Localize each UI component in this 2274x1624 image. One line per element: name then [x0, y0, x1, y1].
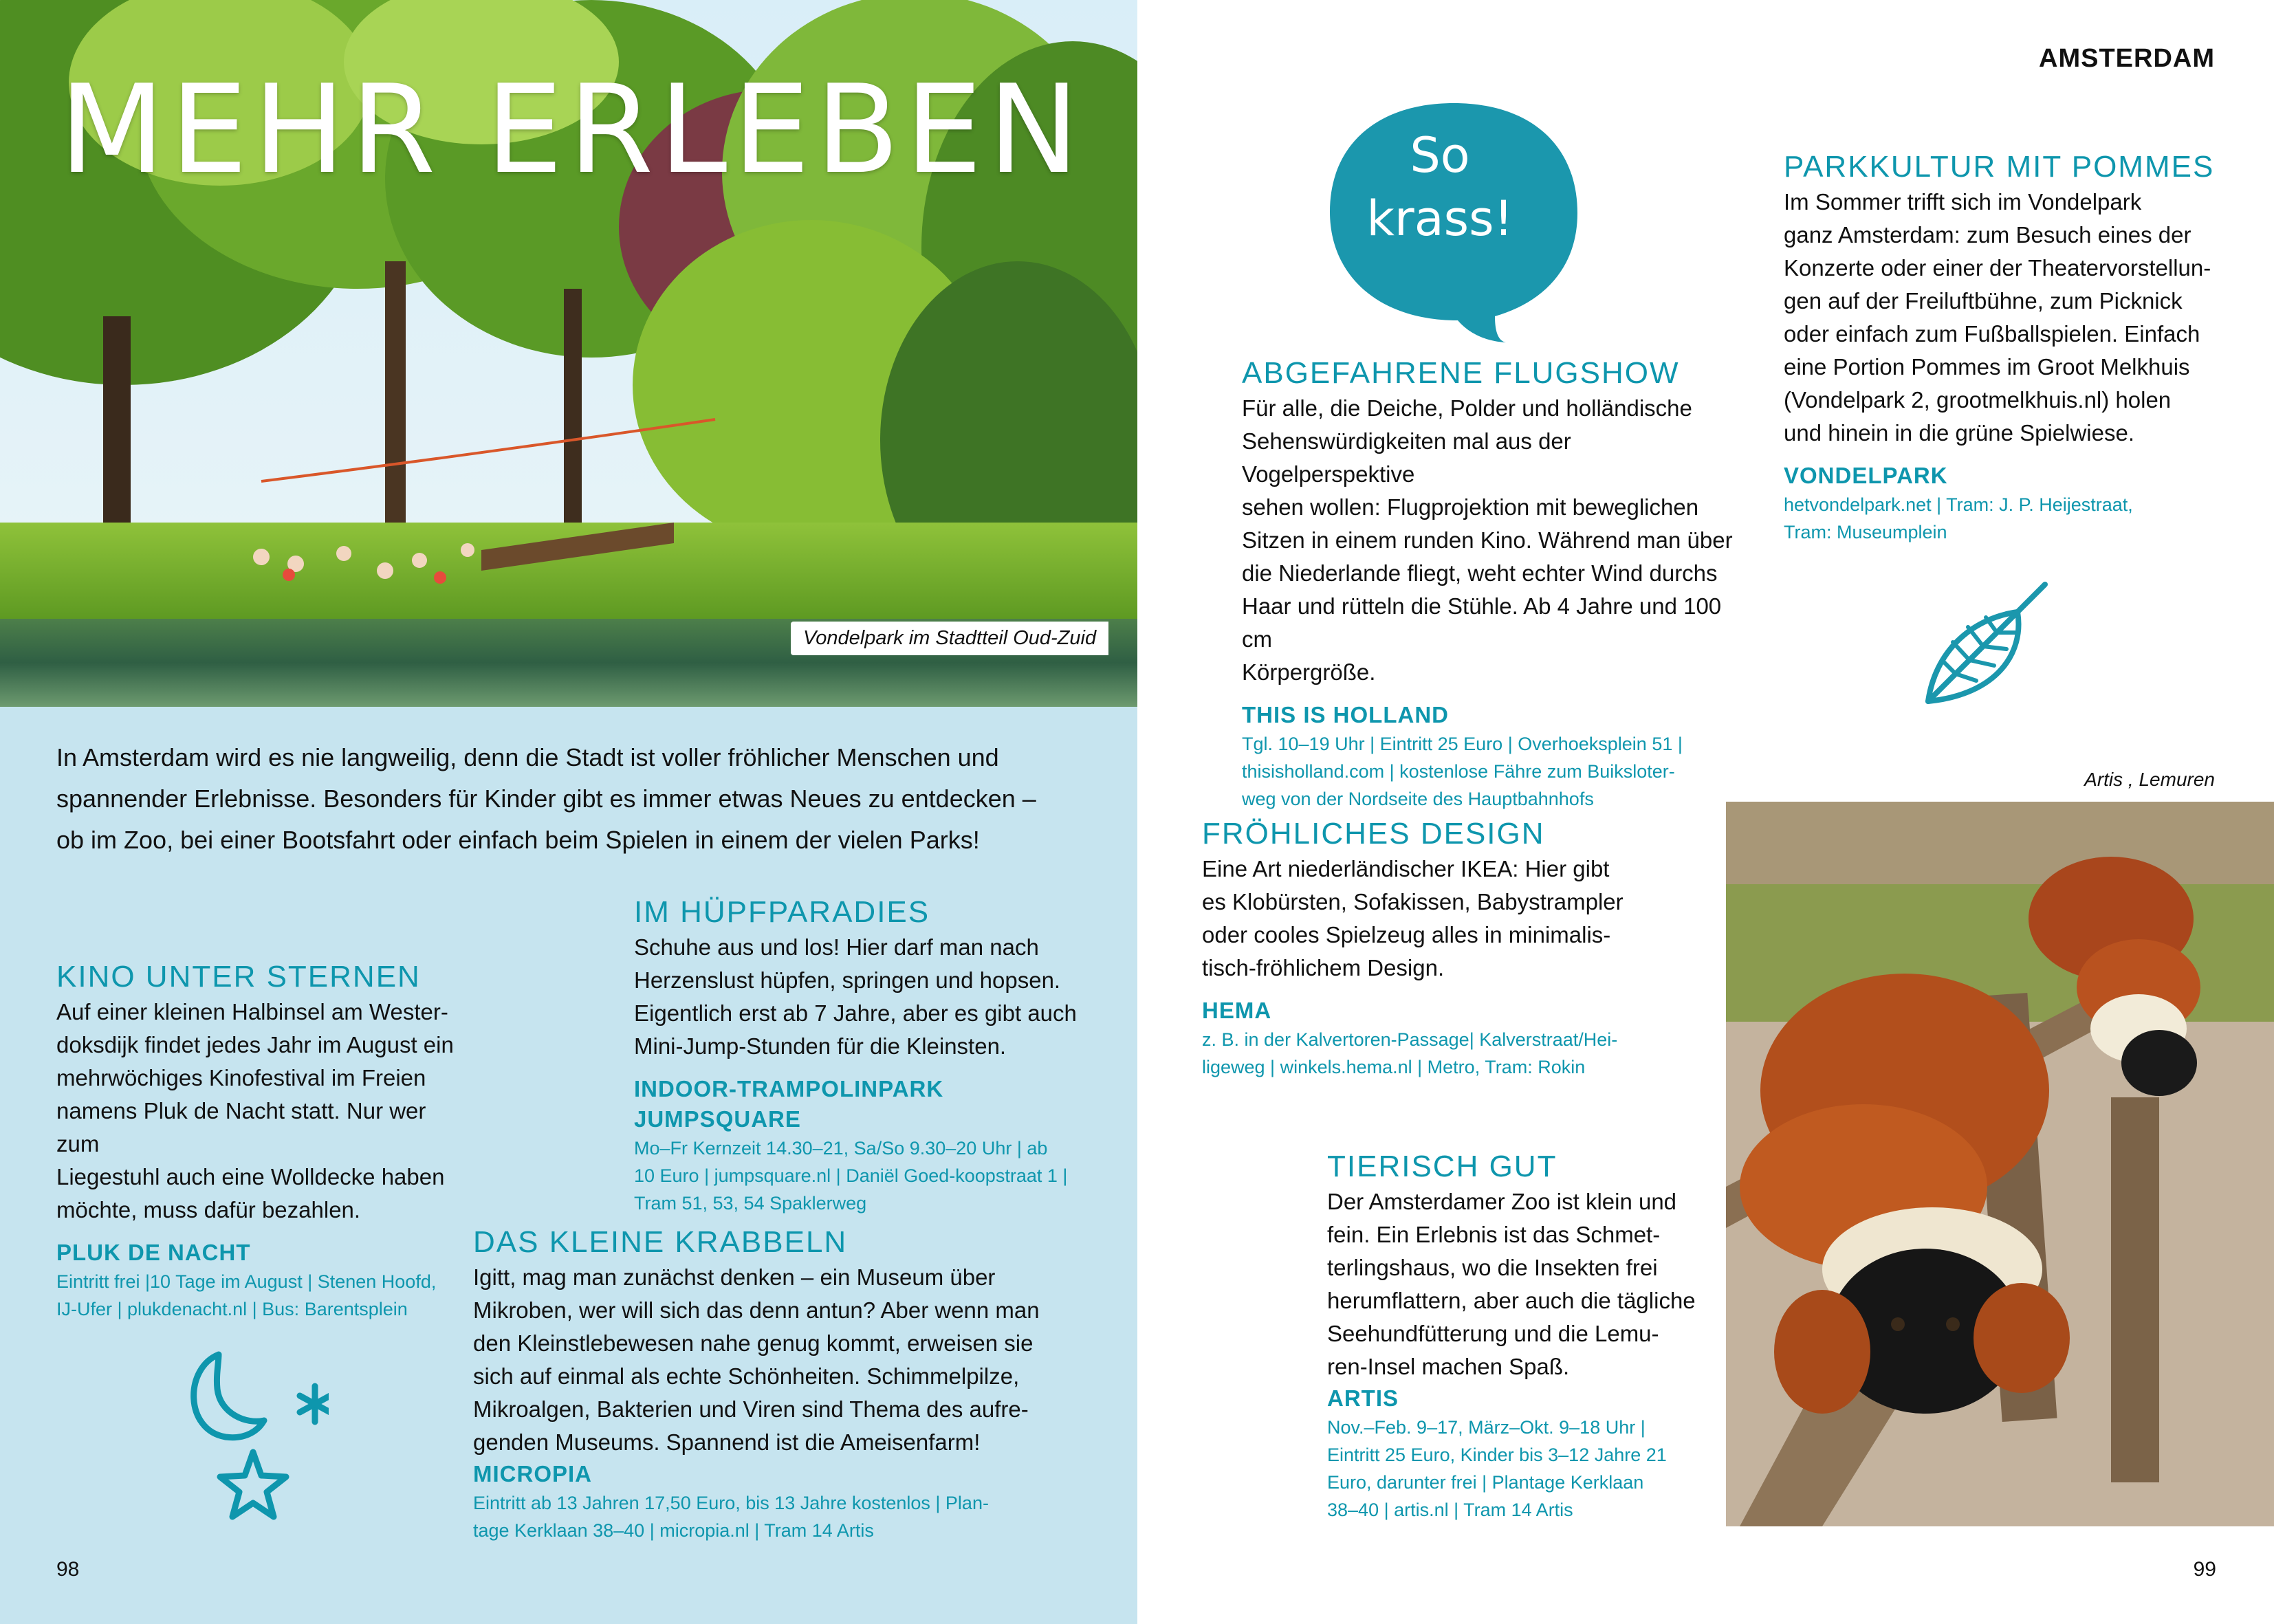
section-parkkultur	[1784, 149, 2224, 546]
venue-name: HEMA	[1202, 998, 1272, 1023]
section-body: Auf einer kleinen Halbinsel am Wester- doksdijk findet jedes Jahr im August ein mehrwöchiges Kinofestival im Freien namens Pluk de Nacht statt. Nur wer zum Liegestuhl auch eine Wolldecke haben möchte, muss dafür bezahlen.	[56, 999, 454, 1222]
photo-caption: Artis , Lemuren	[2084, 769, 2215, 790]
venue-name: THIS IS HOLLAND	[1242, 702, 1449, 727]
venue-info: Nov.–Feb. 9–17, März–Okt. 9–18 Uhr | Eintritt 25 Euro, Kinder bis 3–12 Jahre 21 Euro, darunter frei | Plantage Kerklaan 38–40 | artis.nl | Tram 14 Artis	[1327, 1417, 1667, 1520]
venue-name: ARTIS	[1327, 1385, 1399, 1411]
venue-info: Eintritt frei |10 Tage im August | Stenen Hoofd, IJ-Ufer | plukdenacht.nl | Bus: Barentsplein	[56, 1271, 437, 1319]
right-page	[1137, 0, 2274, 1624]
leaf-icon	[1914, 578, 2052, 715]
lemur-illustration	[1726, 802, 2274, 1526]
venue-name: INDOOR-TRAMPOLINPARK JUMPSQUARE	[634, 1076, 944, 1132]
lemur-photo	[1726, 802, 2274, 1526]
section-kino	[56, 958, 469, 1323]
moon-stars-icon	[177, 1348, 329, 1526]
section-huepfparadies	[634, 894, 1102, 1217]
section-heading: DAS KLEINE KRABBELN	[473, 1225, 848, 1259]
section-body: Für alle, die Deiche, Polder und holländische Sehenswürdigkeiten mal aus der Vogelperspektive sehen wollen: Flugprojektion mit beweglichen Sitzen in einem runden Kino. Während man über die Niederlande fliegt, weht echter Wind durchs Haar und rütteln die Stühle. Ab 4 Jahre und 100 cm Körpergröße.	[1242, 395, 1733, 685]
venue-name: VONDELPARK	[1784, 463, 1948, 488]
section-tierisch	[1327, 1148, 1712, 1524]
section-body: Der Amsterdamer Zoo ist klein und fein. Ein Erlebnis ist das Schmet- terlingshaus, wo die Insekten frei herumflattern, aber auch die tägliche Seehundfütterung und die Lemu- ren-Insel machen Spaß.	[1327, 1189, 1696, 1379]
section-design	[1202, 815, 1683, 1081]
section-body: Igitt, mag man zunächst denken – ein Museum über Mikroben, wer will sich das denn antun? Aber wenn man den Kleinstlebewesen nahe genug kommt, erweisen sie sich auf einmal als echte Schönheiten. Schimmelpilze, Mikroalgen, Bakterien und Viren sind Thema des aufre- genden Museums. Spannend ist die Ameisenfarm!	[473, 1264, 1040, 1455]
photo-caption: Vondelpark im Stadtteil Oud-Zuid	[791, 622, 1108, 655]
venue-info: hetvondelpark.net | Tram: J. P. Heijestraat, Tram: Museumplein	[1784, 494, 2133, 542]
section-body: Im Sommer trifft sich im Vondelpark ganz Amsterdam: zum Besuch eines der Konzerte oder einer der Theatervorstellun- gen auf der Freiluftbühne, zum Picknick oder einfach zum Fußballspielen. Einfach eine Portion Pommes im Groot Melkhuis (Vondelpark 2, grootmelkhuis.nl) holen und hinein in die grüne Spielwiese.	[1784, 189, 2211, 446]
venue-info: z. B. in der Kalvertoren-Passage| Kalverstraat/Hei- ligeweg | winkels.hema.nl | Metro, Tram: Rokin	[1202, 1029, 1618, 1077]
section-heading: ABGEFAHRENE FLUGSHOW	[1242, 356, 1680, 390]
venue-info: Mo–Fr Kernzeit 14.30–21, Sa/So 9.30–20 Uhr | ab 10 Euro | jumpsquare.nl | Daniël Goed-koopstraat 1 | Tram 51, 53, 54 Spaklerweg	[634, 1138, 1068, 1214]
venue-info: Eintritt ab 13 Jahren 17,50 Euro, bis 13 Jahre kostenlos | Plan- tage Kerklaan 38–40 | micropia.nl | Tram 14 Artis	[473, 1493, 989, 1541]
section-body: Eine Art niederländischer IKEA: Hier gibt es Klobürsten, Sofakissen, Babystrampler oder cooles Spielzeug alles in minimalis- tisch-fröhlichem Design.	[1202, 856, 1623, 980]
running-head: AMSTERDAM	[2039, 44, 2215, 73]
section-heading: KINO UNTER STERNEN	[56, 960, 421, 994]
section-heading: TIERISCH GUT	[1327, 1150, 1557, 1183]
venue-name: MICROPIA	[473, 1461, 592, 1486]
page-number: 99	[2193, 1558, 2216, 1581]
page-title: MEHR ERLEBEN	[59, 58, 1085, 201]
section-heading: IM HÜPFPARADIES	[634, 895, 930, 929]
intro-text: In Amsterdam wird es nie langweilig, denn die Stadt ist voller fröhlicher Menschen und spannender Erlebnisse. Besonders für Kinder gibt es immer etwas Neues zu entdecken – ob im Zoo, bei einer Bootsfahrt oder einfach beim Spielen in einem der vielen Parks!	[56, 743, 1036, 854]
section-heading: PARKKULTUR MIT POMMES	[1784, 150, 2215, 184]
bubble-text: So krass!	[1366, 127, 1513, 247]
section-body: Schuhe aus und los! Hier darf man nach Herzenslust hüpfen, springen und hopsen. Eigentlich erst ab 7 Jahre, aber es gibt auch Mini-Jump-Stunden für die Kleinsten.	[634, 934, 1077, 1059]
vondelpark-photo	[0, 0, 1137, 707]
venue-info: Tgl. 10–19 Uhr | Eintritt 25 Euro | Overhoeksplein 51 | thisisholland.com | kostenlose Fähre zum Buiksloter- weg von der Nordseite des Hauptbahnhofs	[1242, 734, 1683, 809]
section-flugshow	[1242, 355, 1737, 813]
page-number: 98	[56, 1558, 80, 1581]
section-krabbeln	[473, 1224, 1092, 1544]
venue-name: PLUK DE NACHT	[56, 1240, 251, 1265]
section-heading: FRÖHLICHES DESIGN	[1202, 817, 1545, 851]
